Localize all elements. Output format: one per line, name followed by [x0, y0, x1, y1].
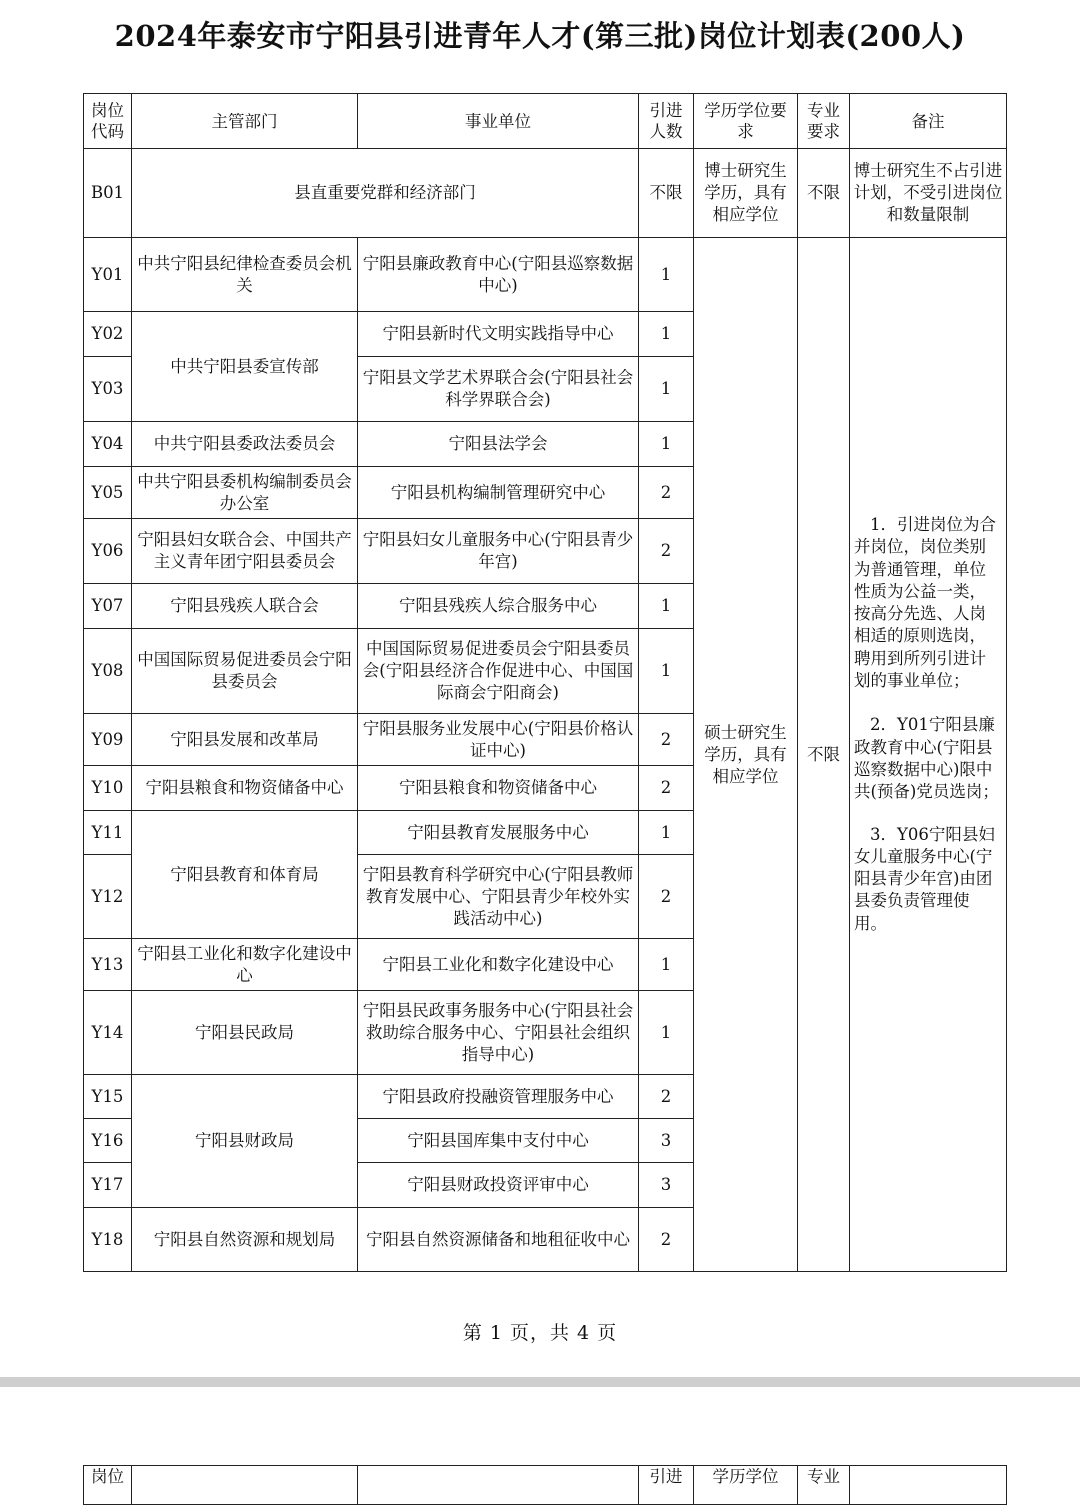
header-major: 专业要求	[798, 94, 850, 149]
note-3: 3．Y06宁阳县妇女儿童服务中心(宁阳县青少年宫)由团县委负责管理使用。	[854, 824, 995, 933]
cell-count: 2	[639, 1208, 694, 1272]
cell-unit: 宁阳县服务业发展中心(宁阳县价格认证中心)	[358, 714, 639, 766]
cell-code: Y06	[84, 519, 132, 584]
table-row-b01	[84, 149, 1007, 238]
cell-unit: 宁阳县妇女儿童服务中心(宁阳县青少年宫)	[358, 519, 639, 584]
cell-count: 2	[639, 766, 694, 811]
cell-count: 1	[639, 312, 694, 357]
header-edu: 学历学位要求	[694, 94, 798, 149]
cell-dept: 宁阳县财政局	[132, 1075, 358, 1208]
cell-edu-merged: 硕士研究生学历，具有相应学位	[694, 238, 798, 1272]
cell-dept: 宁阳县民政局	[132, 991, 358, 1075]
note-1: 1．引进岗位为合并岗位，岗位类别为普通管理，单位性质为公益一类，按高分先选、人岗相适的原则选岗，聘用到所列引进计划的事业单位；	[854, 514, 996, 691]
cell-dept: 中共宁阳县纪律检查委员会机关	[132, 238, 358, 312]
cell-dept: 中共宁阳县委机构编制委员会办公室	[132, 467, 358, 519]
cell-count: 不限	[639, 149, 694, 238]
header-unit: 事业单位	[358, 94, 639, 149]
page-title: 2024年泰安市宁阳县引进青年人才(第三批)岗位计划表(200人)	[114, 19, 966, 53]
cell-count: 1	[639, 238, 694, 312]
cell-code: Y03	[84, 357, 132, 422]
cell-edu: 博士研究生学历，具有相应学位	[694, 149, 798, 238]
page-divider	[0, 1377, 1080, 1387]
cell-count: 2	[639, 855, 694, 939]
cell-count: 1	[639, 422, 694, 467]
cell-code: Y14	[84, 991, 132, 1075]
cell-code: Y17	[84, 1163, 132, 1208]
cell-unit: 宁阳县廉政教育中心(宁阳县巡察数据中心)	[358, 238, 639, 312]
cell-count: 1	[639, 629, 694, 714]
cell-unit: 宁阳县粮食和物资储备中心	[358, 766, 639, 811]
cell-code: Y10	[84, 766, 132, 811]
cell-count: 2	[639, 519, 694, 584]
next-header-unit	[358, 1466, 639, 1505]
next-header-major: 专业	[798, 1466, 850, 1505]
cell-unit: 宁阳县民政事务服务中心(宁阳县社会救助综合服务中心、宁阳县社会组织指导中心)	[358, 991, 639, 1075]
cell-dept: 宁阳县教育和体育局	[132, 811, 358, 939]
cell-unit: 宁阳县工业化和数字化建设中心	[358, 939, 639, 991]
next-header-code: 岗位	[84, 1466, 132, 1505]
cell-code: Y18	[84, 1208, 132, 1272]
cell-count: 3	[639, 1163, 694, 1208]
next-header-edu: 学历学位	[694, 1466, 798, 1505]
header-dept: 主管部门	[132, 94, 358, 149]
cell-count: 3	[639, 1119, 694, 1163]
cell-dept: 中共宁阳县委政法委员会	[132, 422, 358, 467]
cell-dept: 宁阳县自然资源和规划局	[132, 1208, 358, 1272]
cell-code: Y12	[84, 855, 132, 939]
cell-count: 2	[639, 714, 694, 766]
cell-notes-merged	[850, 238, 1007, 1272]
cell-count: 1	[639, 811, 694, 855]
cell-dept: 宁阳县粮食和物资储备中心	[132, 766, 358, 811]
next-header-count: 引进	[639, 1466, 694, 1505]
table-header-row	[84, 94, 1007, 149]
cell-code: Y05	[84, 467, 132, 519]
page-number: 第 1 页，共 4 页	[462, 1322, 618, 1344]
cell-unit: 宁阳县教育科学研究中心(宁阳县教师教育发展中心、宁阳县青少年校外实践活动中心)	[358, 855, 639, 939]
cell-code: Y11	[84, 811, 132, 855]
position-plan-table	[83, 93, 1007, 1272]
cell-dept: 中国国际贸易促进委员会宁阳县委员会	[132, 629, 358, 714]
cell-count: 1	[639, 939, 694, 991]
cell-major: 不限	[798, 149, 850, 238]
cell-code: Y15	[84, 1075, 132, 1119]
cell-dept: 县直重要党群和经济部门	[132, 149, 639, 238]
cell-unit: 宁阳县政府投融资管理服务中心	[358, 1075, 639, 1119]
cell-unit: 宁阳县教育发展服务中心	[358, 811, 639, 855]
cell-dept: 中共宁阳县委宣传部	[132, 312, 358, 422]
cell-code: Y09	[84, 714, 132, 766]
cell-code: Y04	[84, 422, 132, 467]
cell-notes: 博士研究生不占引进计划，不受引进岗位和数量限制	[850, 149, 1007, 238]
cell-count: 1	[639, 357, 694, 422]
cell-code: Y13	[84, 939, 132, 991]
cell-code: Y08	[84, 629, 132, 714]
cell-unit: 宁阳县残疾人综合服务中心	[358, 584, 639, 629]
cell-code: Y07	[84, 584, 132, 629]
cell-dept: 宁阳县残疾人联合会	[132, 584, 358, 629]
cell-code: Y01	[84, 238, 132, 312]
cell-unit: 中国国际贸易促进委员会宁阳县委员会(宁阳县经济合作促进中心、中国国际商会宁阳商会)	[358, 629, 639, 714]
header-notes: 备注	[850, 94, 1007, 149]
cell-count: 2	[639, 467, 694, 519]
cell-unit: 宁阳县新时代文明实践指导中心	[358, 312, 639, 357]
cell-code: Y02	[84, 312, 132, 357]
cell-count: 1	[639, 584, 694, 629]
cell-dept: 宁阳县发展和改革局	[132, 714, 358, 766]
table-row	[84, 238, 1007, 312]
cell-unit: 宁阳县文学艺术界联合会(宁阳县社会科学界联合会)	[358, 357, 639, 422]
cell-unit: 宁阳县国库集中支付中心	[358, 1119, 639, 1163]
cell-dept: 宁阳县妇女联合会、中国共产主义青年团宁阳县委员会	[132, 519, 358, 584]
next-header-dept	[132, 1466, 358, 1505]
note-2: 2．Y01宁阳县廉政教育中心(宁阳县巡察数据中心)限中共(预备)党员选岗；	[854, 715, 999, 802]
next-page-table-header	[83, 1465, 1007, 1505]
cell-count: 2	[639, 1075, 694, 1119]
cell-unit: 宁阳县法学会	[358, 422, 639, 467]
cell-unit: 宁阳县自然资源储备和地租征收中心	[358, 1208, 639, 1272]
header-count: 引进人数	[639, 94, 694, 149]
next-header-notes	[850, 1466, 1007, 1505]
cell-count: 1	[639, 991, 694, 1075]
cell-major-merged: 不限	[798, 238, 850, 1272]
cell-unit: 宁阳县财政投资评审中心	[358, 1163, 639, 1208]
cell-code: B01	[84, 149, 132, 238]
header-code: 岗位代码	[84, 94, 132, 149]
cell-code: Y16	[84, 1119, 132, 1163]
cell-unit: 宁阳县机构编制管理研究中心	[358, 467, 639, 519]
cell-dept: 宁阳县工业化和数字化建设中心	[132, 939, 358, 991]
